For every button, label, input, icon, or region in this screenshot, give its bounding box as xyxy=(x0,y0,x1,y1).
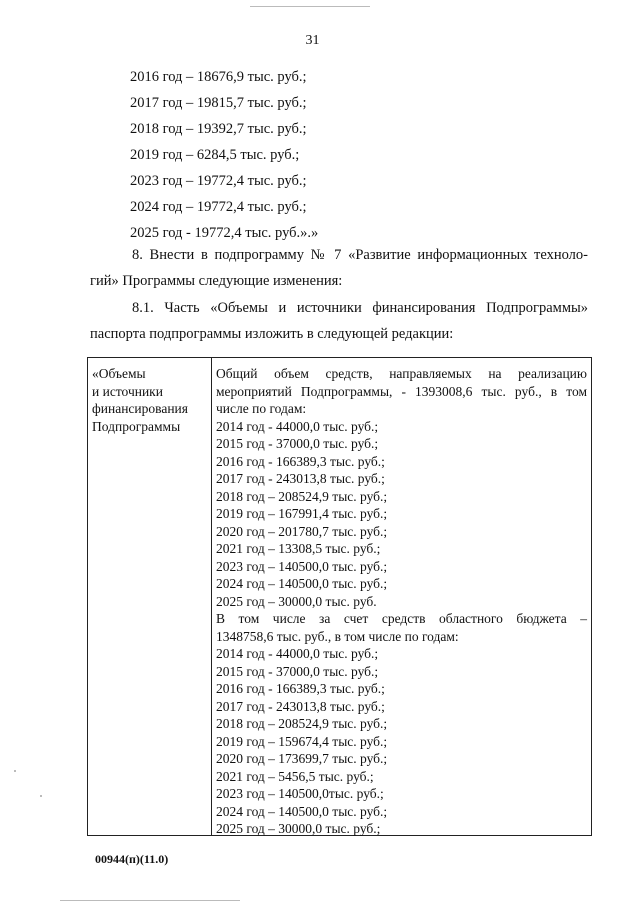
document-code: 00944(п)(11.0) xyxy=(95,852,169,866)
year-line: 2024 год – 19772,4 тыс. руб.; xyxy=(130,199,307,215)
scan-artifact xyxy=(14,770,16,772)
year-line: 2016 год – 18676,9 тыс. руб.; xyxy=(130,69,307,85)
total-intro-line-2: мероприятий Подпрограммы, - 1393008,6 тыс. руб., в том xyxy=(216,383,587,399)
regional-year-line: 2021 год – 5456,5 тыс. руб.; xyxy=(216,768,374,784)
left-cell-line: и источники xyxy=(92,383,163,399)
top-year-list xyxy=(130,64,318,246)
total-year-line: 2015 год - 37000,0 тыс. руб.; xyxy=(216,436,379,451)
regional-year-line: 2024 год – 140500,0 тыс. руб.; xyxy=(216,803,388,819)
regional-year-line: 2018 год – 208524,9 тыс. руб.; xyxy=(216,716,388,731)
scan-artifact xyxy=(60,900,240,901)
regional-year-line: 2025 год – 30000,0 тыс. руб.; xyxy=(216,821,381,836)
year-line: 2025 год - 19772,4 тыс. руб.».» xyxy=(130,225,319,241)
total-year-line: 2021 год – 13308,5 тыс. руб.; xyxy=(216,541,381,556)
year-line: 2019 год – 6284,5 тыс. руб.; xyxy=(130,147,300,163)
year-line: 2018 год – 19392,7 тыс. руб.; xyxy=(130,121,307,137)
total-year-line: 2020 год – 201780,7 тыс. руб.; xyxy=(216,523,388,539)
total-year-line: 2018 год – 208524,9 тыс. руб.; xyxy=(216,488,388,504)
regional-year-line: 2023 год – 140500,0тыс. руб.; xyxy=(216,786,384,801)
left-cell-line: финансирования xyxy=(92,401,188,416)
paragraph-8 xyxy=(90,242,588,294)
total-year-line: 2014 год - 44000,0 тыс. руб.; xyxy=(216,418,379,434)
paragraph-8-line-1: 8. Внести в подпрограмму № 7 «Развитие информационных техноло- xyxy=(132,247,588,263)
paragraph-8-1-line-1: 8.1. Часть «Объемы и источники финансирования Подпрограммы» xyxy=(132,300,588,316)
regional-year-line: 2015 год - 37000,0 тыс. руб.; xyxy=(216,663,379,679)
regional-year-line: 2017 год - 243013,8 тыс. руб.; xyxy=(216,698,385,714)
total-year-line: 2023 год – 140500,0 тыс. руб.; xyxy=(216,558,388,574)
total-year-line: 2025 год – 30000,0 тыс. руб. xyxy=(216,593,377,609)
regional-year-line: 2016 год - 166389,3 тыс. руб.; xyxy=(216,681,385,696)
regional-intro-line-1: В том числе за счет средств областного бюджета – xyxy=(216,611,587,626)
regional-year-line: 2019 год – 159674,4 тыс. руб.; xyxy=(216,733,388,749)
left-cell-line: «Объемы xyxy=(92,366,146,381)
scan-artifact xyxy=(40,795,42,797)
page-number: 31 xyxy=(305,33,320,48)
year-line: 2023 год – 19772,4 тыс. руб.; xyxy=(130,173,307,189)
financing-table xyxy=(87,357,592,836)
paragraph-8-1 xyxy=(90,295,588,347)
table-left-cell xyxy=(88,358,212,835)
total-year-line: 2017 год - 243013,8 тыс. руб.; xyxy=(216,471,385,486)
regional-year-line: 2020 год – 173699,7 тыс. руб.; xyxy=(216,751,388,766)
scan-artifact xyxy=(250,6,370,7)
total-year-line: 2016 год - 166389,3 тыс. руб.; xyxy=(216,453,385,469)
paragraph-8-1-line-2: паспорта подпрограммы изложить в следующей редакции: xyxy=(90,326,454,342)
total-intro-line-1: Общий объем средств, направляемых на реализацию xyxy=(216,366,587,381)
year-line: 2017 год – 19815,7 тыс. руб.; xyxy=(130,95,307,111)
table-right-cell xyxy=(212,358,591,835)
regional-year-line: 2014 год - 44000,0 тыс. руб.; xyxy=(216,646,379,661)
left-cell-line: Подпрограммы xyxy=(92,418,181,434)
total-year-line: 2024 год – 140500,0 тыс. руб.; xyxy=(216,576,388,591)
total-year-line: 2019 год – 167991,4 тыс. руб.; xyxy=(216,506,388,521)
total-intro-line-3: числе по годам: xyxy=(216,401,307,416)
regional-intro-line-2: 1348758,6 тыс. руб., в том числе по годам: xyxy=(216,628,459,644)
paragraph-8-line-2: гий» Программы следующие изменения: xyxy=(90,273,343,289)
